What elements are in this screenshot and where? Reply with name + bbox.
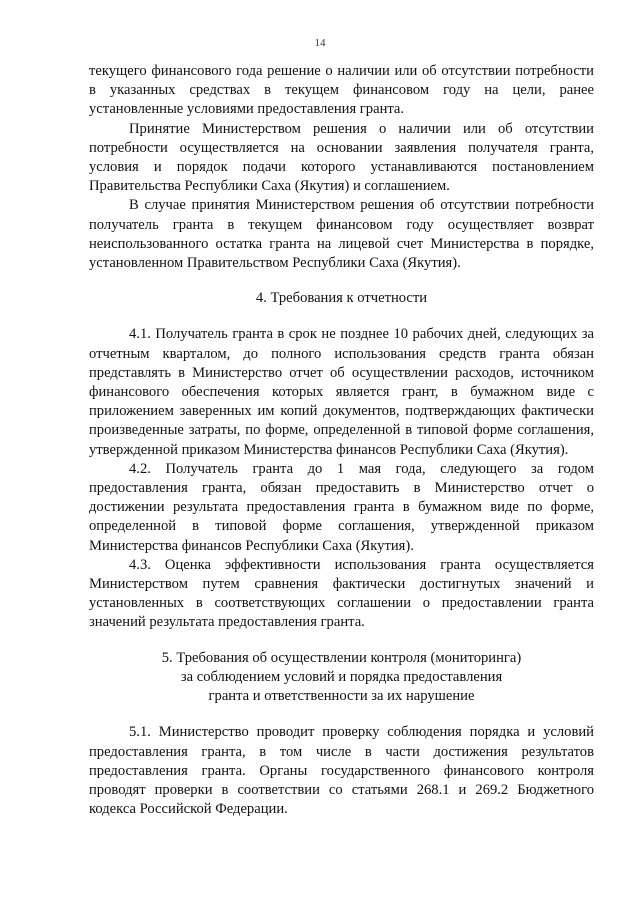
section-5-heading-line: гранта и ответственности за их нарушение: [208, 688, 475, 705]
section-5-heading: [89, 649, 594, 707]
paragraph: В случае принятия Министерством решения об отсутствии потребности получатель гранта в текущем финансовом году осуществляет возврат неиспользованного остатка гранта на лицевой счет Министерства в порядке, установленном Правительством Республики Саха (Якутия).: [89, 197, 594, 272]
section-5-heading-line: за соблюдением условий и порядка предоставления: [180, 668, 503, 685]
section-5-heading-line: 5. Требования об осуществлении контроля (мониторинга): [161, 649, 522, 666]
paragraph-continuation: текущего финансового года решение о наличии или об отсутствии потребности в указанных средствах в текущем финансовом году на цели, ранее установленные условиями предоставления гранта.: [89, 63, 594, 118]
paragraph-5-1: 5.1. Министерство проводит проверку соблюдения порядка и условий предоставления гранта, в том числе в части достижения результатов предоставления гранта. Органы государственного финансового контроля проводят проверки в соответствии со статьями 268.1 и 269.2 Бюджетного кодекса Российской Федерации.: [89, 724, 594, 818]
paragraph: Принятие Министерством решения о наличии или об отсутствии потребности осуществляется на основании заявления получателя гранта, условия и порядок подачи которого устанавливаются постановлением Правительства Республики Саха (Якутия) и соглашением.: [89, 120, 594, 195]
paragraph-4-1: 4.1. Получатель гранта в срок не позднее 10 рабочих дней, следующих за отчетным кварталом, до полного использования средств гранта обязан представлять в Министерство отчет об осуществлении расходов, источником финансового обеспечения которых является грант, в бумажном виде с приложением заверенных им копий документов, подтверждающих фактически произведенные затраты, по форме, определенной в типовой форме соглашения, утвержденной приказом Министерства финансов Республики Саха (Якутия).: [89, 326, 594, 458]
page-number: 14: [314, 37, 326, 49]
paragraph-4-3: 4.3. Оценка эффективности использования гранта осуществляется Министерством путем сравнения фактически достигнутых значений и установленных в соответствующих соглашении о предоставлении гранта значений результата предоставления гранта.: [89, 556, 594, 631]
section-4-heading: 4. Требования к отчетности: [255, 290, 428, 307]
document-body: [89, 62, 594, 819]
paragraph-4-2: 4.2. Получатель гранта до 1 мая года, следующего за годом предоставления гранта, обязан предоставить в Министерство отчет о достижении результата предоставления гранта в бумажном виде по форме, определенной в типовой форме соглашения, утвержденной приказом Министерства финансов Республики Саха (Якутия).: [89, 460, 594, 554]
